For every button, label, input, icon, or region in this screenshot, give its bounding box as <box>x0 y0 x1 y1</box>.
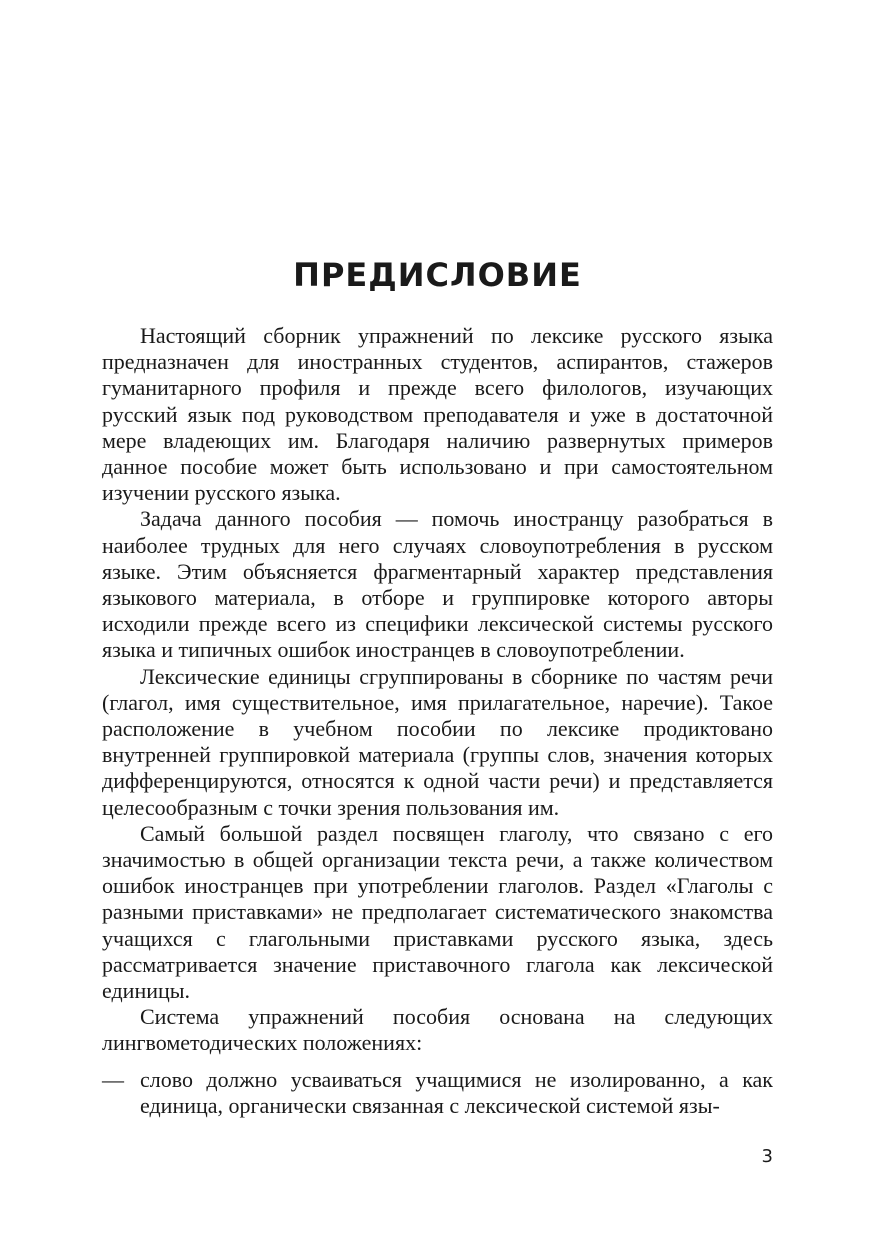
body-text <box>102 323 773 1119</box>
paragraph: Настоящий сборник упражнений по лексике русского языка предназначен для иностранных студентов, аспирантов, стажеров гуманитарного профиля и прежде всего филологов, изучающих русский язык под руководством преподавателя и уже в достаточной мере владеющих им. Благодаря наличию развернутых примеров данное пособие может быть использовано и при самостоятельном изучении русского языка. <box>102 323 773 506</box>
positions-list <box>102 1067 773 1119</box>
paragraph: Лексические единицы сгруппированы в сборнике по частям речи (глагол, имя существительное, имя прилагательное, наречие). Такое расположение в учебном пособии по лексике продиктовано внутренней группировкой материала (группы слов, значения которых дифференцируются, относятся к одной части речи) и представляется целесообразным с точки зрения пользования им. <box>102 663 773 820</box>
document-page <box>102 0 773 1240</box>
page-number: 3 <box>761 1146 773 1167</box>
paragraph: Самый большой раздел посвящен глаголу, что связано с его значимостью в общей организации текста речи, а также количеством ошибок иностранцев при употреблении глаголов. Раздел «Глаголы с разными приставками» не предполагает систематического знакомства учащихся с глагольными приставками русского языка, здесь рассматривается значение приставочного глагола как лексической единицы. <box>102 820 773 1004</box>
paragraph: Система упражнений пособия основана на следующих лингвометодических положениях: <box>102 1004 773 1056</box>
paragraph: Задача данного пособия — помочь иностранцу разобраться в наиболее трудных для него случаях словоупотребления в русском языке. Этим объясняется фрагментарный характер представления языкового материала, в отборе и группировке которого авторы исходили прежде всего из специфики лексической системы русского языка и типичных ошибок иностранцев в словоупотреблении. <box>102 506 773 663</box>
list-dash-marker: — <box>102 1066 124 1092</box>
list-item-text: слово должно усваиваться учащимися не изолированно, а как единица, органически связанная с лексической системой язы- <box>140 1066 773 1118</box>
list-item <box>102 1067 773 1119</box>
page-title: ПРЕДИСЛОВИЕ <box>293 256 582 294</box>
